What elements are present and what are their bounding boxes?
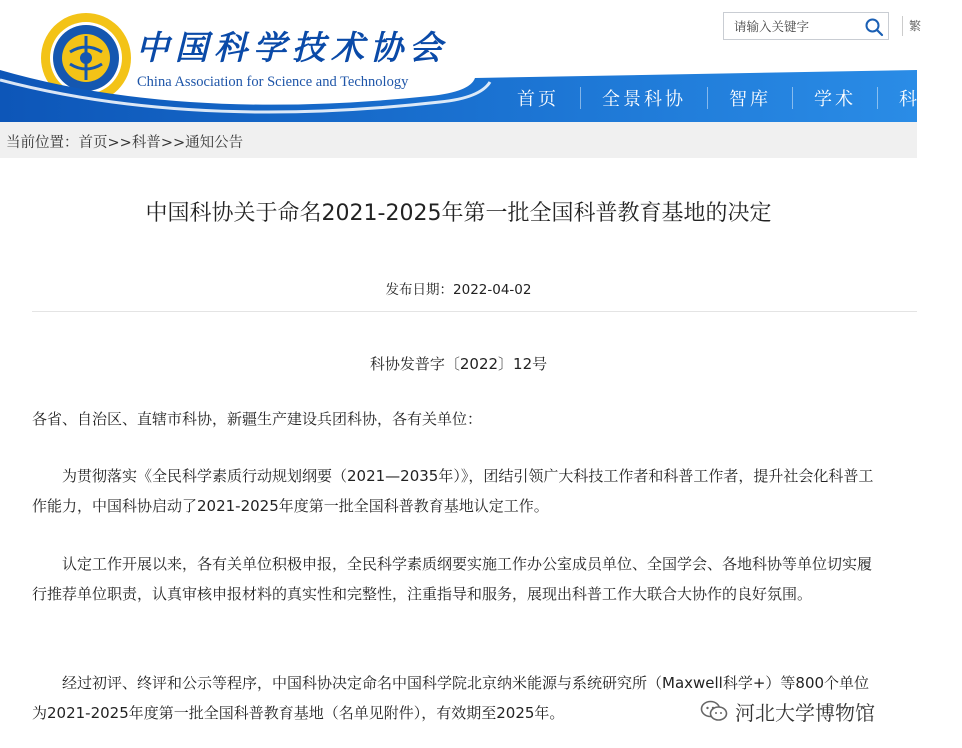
search-input[interactable] [724,13,854,39]
breadcrumb [0,122,917,158]
wechat-icon [700,699,728,723]
article-paragraph: 经过初评、终评和公示等程序，中国科协决定命名中国科学院北京纳米能源与系统研究所（Maxwell科学+）等800个单位为2021-2025年度第一批全国科普教育基地（名单见附件），有效期至2025年。 [32,674,870,722]
nav-thinktank[interactable]: 智库 [729,89,771,110]
wechat-watermark [700,694,875,728]
nav-home[interactable]: 首页 [517,89,559,110]
article-content [0,158,917,748]
nav-overview[interactable]: 全景科协 [602,89,686,110]
watermark-text: 河北大学博物馆 [735,700,875,725]
nav-academic[interactable]: 学术 [814,89,856,110]
main-nav [496,80,962,116]
nav-science-pop[interactable]: 科普 [899,89,941,110]
search-box [723,12,889,40]
breadcrumb-prefix: 当前位置： [6,135,79,151]
article-title: 中国科协关于命名2021-2025年第一批全国科普教育基地的决定 [145,201,772,226]
publish-date-label: 发布日期： [385,282,454,298]
site-logo-en: China Association for Science and Technology [137,74,409,90]
article-paragraph: 各省、自治区、直辖市科协，新疆生产建设兵团科协，各有关单位： [32,410,483,428]
breadcrumb-page-link[interactable]: 通知公告 [185,135,244,151]
search-icon[interactable] [864,17,884,37]
breadcrumb-separator: >> [160,135,186,151]
document-number: 科协发普字〔2022〕12号 [369,355,548,373]
breadcrumb-separator: >> [107,135,132,151]
site-logo-cn[interactable]: 中国科学技术协会 [136,28,448,67]
site-header [0,0,941,122]
article-paragraph: 认定工作开展以来，各有关单位积极申报，全民科学素质纲要实施工作办公室成员单位、全国学会、各地科协等单位切实履行推荐单位职责，认真审核申报材料的真实性和完整性，注重指导和服务，展现出科普工作大联合大协作的良好氛围。 [32,555,873,603]
breadcrumb-section-link[interactable]: 科普 [131,135,161,151]
publish-date [0,278,917,298]
article-paragraph: 为贯彻落实《全民科学素质行动规划纲要（2021—2035年）》，团结引领广大科技工作者和科普工作者，提升社会化科普工作能力，中国科协启动了2021-2025年度第一批全国科普教育基地认定工作。 [32,467,874,515]
title-divider [32,311,917,312]
breadcrumb-home-link[interactable]: 首页 [78,135,108,151]
publish-date-value: 2022-04-02 [453,282,532,298]
header-divider [902,16,903,36]
header-extra-link[interactable]: 繁 [909,19,922,33]
